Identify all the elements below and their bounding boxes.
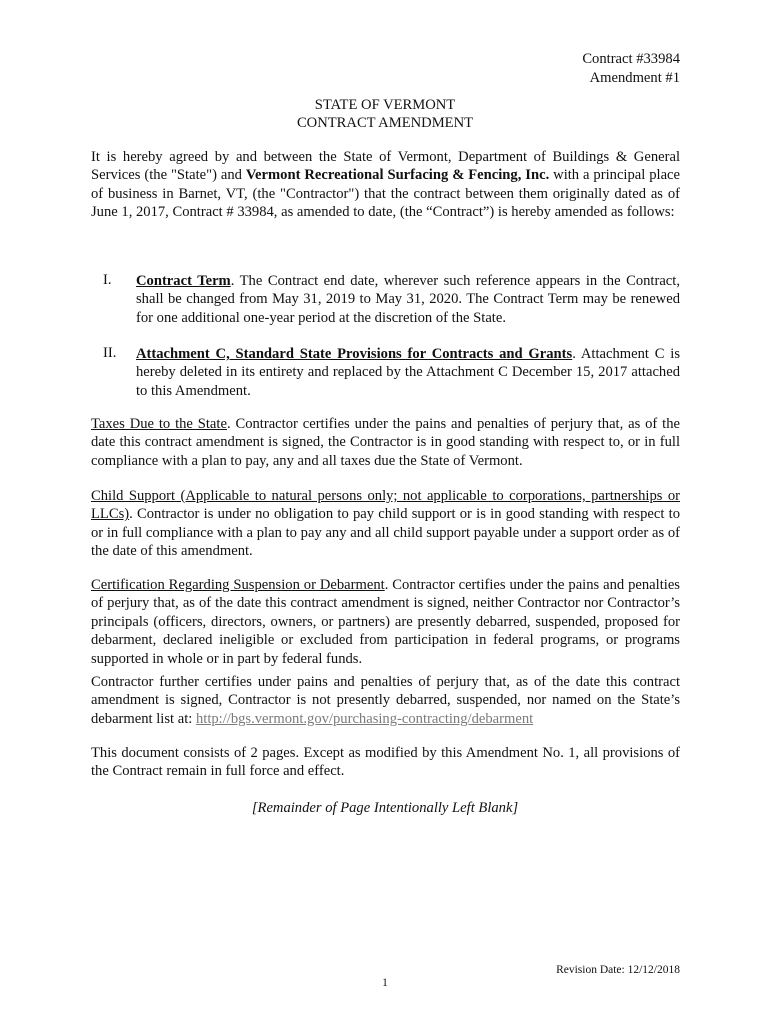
debarment-text: . Contractor certifies under the pains and penalties of perjury that, as of the date this contract amendment is signed, neither Contractor nor Contractor’s principals (officers, directors, owners, or partners) are presently debarred, suspended, proposed for debarment, declared ineligible or excluded from participation in federal programs, or programs supported in whole or in part by federal funds. [91,577,680,667]
amendment-number: Amendment #1 [589,70,680,86]
item-text: . Attachment C is hereby deleted in its entirety and replaced by the Attachment C December 15, 2017 attached to this Amendment. [136,346,680,399]
child-support-paragraph [91,487,680,561]
intro-text-2: with a principal place of business in Barnet, VT, (the "Contractor") that the contract between them originally dated as of June 1, 2017, Contract # 33984, as amended to date, (the “Contract”) is hereby amended as follows: [91,167,681,221]
attachment-c-item [136,345,680,400]
taxes-paragraph [91,415,680,470]
taxes-text: . Contractor certifies under the pains and penalties of perjury that, as of the date this contract amendment is signed, the Contractor is in good standing with respect to, or in full compliance with a plan to pay, any and all taxes due the State of Vermont. [91,416,680,469]
item-numeral: II. [103,345,117,361]
item-heading: Attachment C, Standard State Provisions for Contracts and Grants [136,346,573,362]
contractor-name: Vermont Recreational Surfacing & Fencing, Inc. [245,167,550,184]
contract-number: Contract #33984 [582,51,680,67]
intro-paragraph [91,148,680,222]
debarment-list-link[interactable]: http://bgs.vermont.gov/purchasing-contracting/debarment [195,710,534,727]
title-contract-amendment: CONTRACT AMENDMENT [296,115,474,131]
contract-term-item [136,272,680,327]
child-support-heading: Child Support (Applicable to natural persons only; not applicable to corporations, partnerships or LLCs) [91,488,680,523]
taxes-heading: Taxes Due to the State [91,416,227,432]
item-heading: Contract Term [136,273,231,289]
debarment-heading: Certification Regarding Suspension or Debarment [91,577,385,593]
item-text: . The Contract end date, wherever such reference appears in the Contract, shall be changed from May 31, 2019 to May 31, 2020. The Contract Term may be renewed for one additional one-year period at the discretion of the State. [136,273,680,326]
title-state: STATE OF VERMONT [314,97,456,113]
debarment-paragraph [91,576,680,668]
remainder-note: [Remainder of Page Intentionally Left Blank] [251,800,519,816]
further-text: Contractor further certifies under pains and penalties of perjury that, as of the date this contract amendment is signed, Contractor is not presently debarred, suspended, nor named on the State’s debarment list at: [91,674,680,727]
page-number: 1 [382,977,388,989]
child-support-text: . Contractor is under no obligation to pay child support or is in good standing with respect to or in full compliance with a plan to pay any and all child support payable under a support order as of the date of this amendment. [91,506,680,560]
revision-date: Revision Date: 12/12/2018 [556,964,680,976]
item-numeral: I. [103,272,112,288]
further-certification-paragraph [91,673,680,728]
intro-text-1: It is hereby agreed by and between the State of Vermont, Department of Buildings & General Services (the "State") and [91,149,680,184]
closing-paragraph: This document consists of 2 pages. Except as modified by this Amendment No. 1, all provisions of the Contract remain in full force and effect. [91,745,680,780]
